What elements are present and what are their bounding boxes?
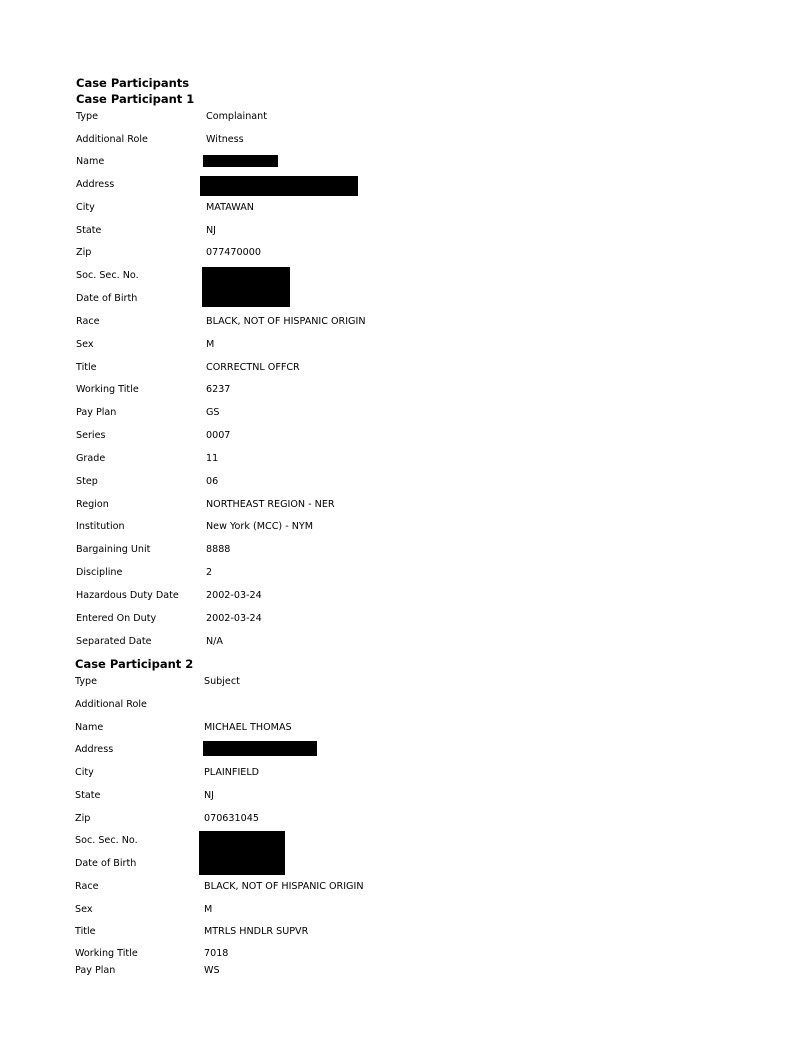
- participant-1-discipline-label: Discipline: [76, 567, 123, 578]
- participant-2-sex-label: Sex: [75, 904, 93, 915]
- participant-2-title-label: Title: [75, 926, 96, 937]
- participant-1-address-label: Address: [76, 179, 115, 190]
- participant-1-state-value: NJ: [206, 225, 217, 236]
- participant-2-race-label: Race: [75, 881, 99, 892]
- participant-1-additional-role-label: Additional Role: [76, 134, 148, 145]
- participant-1-heading: Case Participant 1: [76, 92, 195, 106]
- participant-1-city-label: City: [76, 202, 95, 213]
- participant-2-additional-role-label: Additional Role: [75, 699, 147, 710]
- participant-2-pay-plan-value: WS: [204, 965, 220, 976]
- participant-1-state-label: State: [76, 225, 102, 236]
- participant-1-sex-label: Sex: [76, 339, 94, 350]
- participant-2-zip-value: 070631045: [204, 813, 259, 824]
- participant-1-dob-label: Date of Birth: [76, 293, 138, 304]
- participant-1-sex-value: M: [206, 339, 215, 350]
- participant-1-working-title-label: Working Title: [76, 384, 139, 395]
- participant-1-series-label: Series: [76, 430, 106, 441]
- participant-2-sex-value: M: [204, 904, 213, 915]
- participant-1-race-label: Race: [76, 316, 100, 327]
- participant-1-pay-plan-label: Pay Plan: [76, 407, 117, 418]
- participant-1-region-label: Region: [76, 499, 109, 510]
- participant-1-hazardous-duty-date-label: Hazardous Duty Date: [76, 590, 179, 601]
- participant-1-name-redaction: [203, 155, 278, 167]
- participant-2-pay-plan-label: Pay Plan: [75, 965, 116, 976]
- participant-2-city-value: PLAINFIELD: [204, 767, 260, 778]
- participant-1-series-value: 0007: [206, 430, 231, 441]
- participant-1-address-redaction: [200, 176, 358, 196]
- participant-1-step-value: 06: [206, 476, 219, 487]
- participant-1-title-value: CORRECTNL OFFCR: [206, 362, 300, 373]
- participant-2-ssn-label: Soc. Sec. No.: [75, 835, 138, 846]
- participant-2-type-value: Subject: [204, 676, 240, 687]
- participant-1-separated-date-label: Separated Date: [76, 636, 152, 647]
- participant-2-state-label: State: [75, 790, 101, 801]
- participant-1-type-label: Type: [76, 111, 99, 122]
- participant-1-separated-date-value: N/A: [206, 636, 223, 647]
- participant-1-bargaining-unit-value: 8888: [206, 544, 231, 555]
- participant-1-zip-label: Zip: [76, 247, 92, 258]
- participant-1-name-label: Name: [76, 156, 105, 167]
- participant-2-type-label: Type: [75, 676, 98, 687]
- section-heading: Case Participants: [76, 76, 190, 90]
- participant-2-address-label: Address: [75, 744, 114, 755]
- participant-1-grade-label: Grade: [76, 453, 106, 464]
- participant-2-race-value: BLACK, NOT OF HISPANIC ORIGIN: [204, 881, 364, 892]
- participant-2-working-title-value: 7018: [204, 948, 229, 959]
- participant-1-title-label: Title: [76, 362, 97, 373]
- participant-2-zip-label: Zip: [75, 813, 91, 824]
- participant-1-race-value: BLACK, NOT OF HISPANIC ORIGIN: [206, 316, 366, 327]
- participant-2-heading: Case Participant 2: [75, 657, 194, 671]
- participant-1-step-label: Step: [76, 476, 98, 487]
- participant-1-additional-role-value: Witness: [206, 134, 244, 145]
- participant-1-institution-label: Institution: [76, 521, 125, 532]
- participant-1-grade-value: 11: [206, 453, 219, 464]
- participant-1-entered-on-duty-label: Entered On Duty: [76, 613, 157, 624]
- participant-1-zip-value: 077470000: [206, 247, 261, 258]
- participant-2-title-value: MTRLS HNDLR SUPVR: [204, 926, 309, 937]
- participant-2-name-label: Name: [75, 722, 104, 733]
- participant-2-state-value: NJ: [204, 790, 215, 801]
- participant-1-discipline-value: 2: [206, 567, 213, 578]
- participant-1-bargaining-unit-label: Bargaining Unit: [76, 544, 151, 555]
- participant-2-address-redaction: [203, 741, 317, 756]
- participant-1-ssn-dob-redaction: [202, 267, 290, 307]
- participant-2-working-title-label: Working Title: [75, 948, 138, 959]
- participant-2-ssn-dob-redaction: [199, 831, 285, 875]
- participant-1-hazardous-duty-date-value: 2002-03-24: [206, 590, 262, 601]
- participant-1-institution-value: New York (MCC) - NYM: [206, 521, 314, 532]
- participant-1-pay-plan-value: GS: [206, 407, 220, 418]
- participant-1-type-value: Complainant: [206, 111, 268, 122]
- participant-1-ssn-label: Soc. Sec. No.: [76, 270, 139, 281]
- participant-1-city-value: MATAWAN: [206, 202, 254, 213]
- participant-1-region-value: NORTHEAST REGION - NER: [206, 499, 335, 510]
- participant-2-name-value: MICHAEL THOMAS: [204, 722, 292, 733]
- participant-2-dob-label: Date of Birth: [75, 858, 137, 869]
- participant-1-working-title-value: 6237: [206, 384, 231, 395]
- participant-1-entered-on-duty-value: 2002-03-24: [206, 613, 262, 624]
- participant-2-city-label: City: [75, 767, 94, 778]
